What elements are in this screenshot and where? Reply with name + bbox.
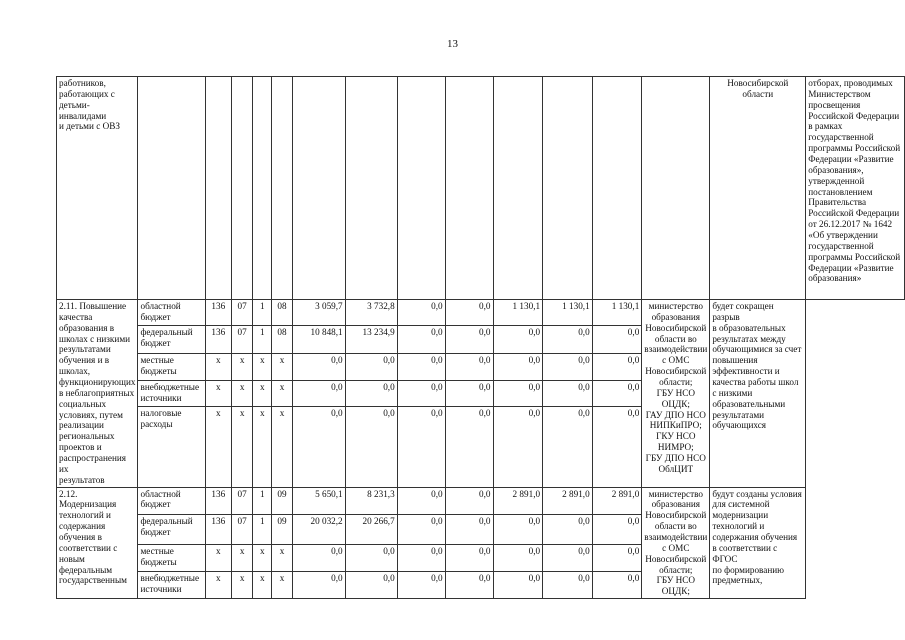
table-row — [57, 487, 905, 514]
amount-cell: 0,0 — [543, 515, 593, 545]
amount-cell: 3 732,8 — [345, 300, 397, 326]
empty-cell — [253, 77, 272, 300]
amount-cell: 0,0 — [445, 515, 493, 545]
amount-cell: 0,0 — [397, 572, 445, 599]
activity-name-cell: 2.11. Повышение качества образования в школах с низкими результатами обучения и в школах, функционирующих в неблагоприятных социальных условиях, путем реализации региональных проектов и распространения их результатов — [57, 300, 138, 488]
amount-cell: 0,0 — [292, 380, 345, 406]
amount-cell: 0,0 — [493, 380, 543, 406]
funding-source-cell: местные бюджеты — [138, 544, 205, 571]
code-item-cell: 08 — [272, 300, 293, 326]
code-grbs-cell: x — [205, 572, 231, 599]
amount-cell: 0,0 — [543, 406, 593, 487]
code-grbs-cell: x — [205, 354, 231, 380]
amount-cell: 0,0 — [592, 406, 642, 487]
amount-cell: 20 266,7 — [345, 515, 397, 545]
amount-cell: 0,0 — [592, 544, 642, 571]
code-item-cell: x — [272, 406, 293, 487]
executor-cell: министерство образования Новосибирской области во взаимодействии с ОМС Новосибирской области; ГБУ НСО ОЦДК; — [642, 487, 710, 599]
amount-cell: 1 130,1 — [493, 300, 543, 326]
amount-cell: 2 891,0 — [493, 487, 543, 514]
amount-cell: 0,0 — [345, 544, 397, 571]
code-item-cell: x — [272, 354, 293, 380]
amount-cell: 0,0 — [493, 354, 543, 380]
amount-cell: 8 231,3 — [345, 487, 397, 514]
empty-cell — [543, 77, 593, 300]
amount-cell: 0,0 — [592, 354, 642, 380]
amount-cell: 0,0 — [397, 487, 445, 514]
code-section-cell: x — [231, 572, 252, 599]
result-cell: отборах, проводимых Министерством просвещения Российской Федерации в рамках государственной программы Российской Федерации «Развитие образования», утвержденной постановлением Правительства Российской Федерации от 26.12.2017 № 1642 «Об утверждении государственной программы Российской Федерации «Развитие образования» — [806, 77, 905, 300]
result-cell: будет сокращен разрыв в образовательных результатах между обучающимися за счет повышения эффективности и качества работы школ с низкими образовательными результатами обучающихся — [710, 300, 806, 488]
code-item-cell: x — [272, 380, 293, 406]
code-grbs-cell: 136 — [205, 300, 231, 326]
code-program-cell: x — [253, 354, 272, 380]
amount-cell: 2 891,0 — [592, 487, 642, 514]
empty-cell — [205, 77, 231, 300]
funding-source-cell: налоговые расходы — [138, 406, 205, 487]
code-program-cell: x — [253, 572, 272, 599]
amount-cell: 0,0 — [445, 354, 493, 380]
code-item-cell: x — [272, 544, 293, 571]
executor-cell: министерство образования Новосибирской области во взаимодействии с ОМС Новосибирской области; ГБУ НСО ОЦДК; ГАУ ДПО НСО НИПКиПРО; ГКУ НСО НИМРО; ГБУ ДПО НСО ОблЦИТ — [642, 300, 710, 488]
table-row-continuation — [57, 77, 905, 300]
amount-cell: 0,0 — [592, 380, 642, 406]
code-section-cell: 07 — [231, 326, 252, 354]
amount-cell: 0,0 — [493, 515, 543, 545]
code-grbs-cell: 136 — [205, 515, 231, 545]
code-section-cell: 07 — [231, 487, 252, 514]
amount-cell: 0,0 — [493, 326, 543, 354]
code-item-cell: 09 — [272, 487, 293, 514]
code-section-cell: 07 — [231, 300, 252, 326]
funding-source-cell: внебюджетные источники — [138, 380, 205, 406]
table-row — [57, 300, 905, 326]
amount-cell: 0,0 — [445, 326, 493, 354]
amount-cell: 0,0 — [397, 406, 445, 487]
empty-cell — [592, 77, 642, 300]
empty-cell — [292, 77, 345, 300]
code-section-cell: x — [231, 380, 252, 406]
amount-cell: 0,0 — [397, 380, 445, 406]
amount-cell: 0,0 — [345, 572, 397, 599]
amount-cell: 0,0 — [292, 406, 345, 487]
empty-cell — [642, 77, 710, 300]
activity-name-cell: работников, работающих с детьми-инвалидами и детьми с ОВЗ — [57, 77, 138, 300]
code-program-cell: 1 — [253, 300, 272, 326]
amount-cell: 0,0 — [292, 572, 345, 599]
program-table — [56, 76, 905, 599]
funding-source-cell: местные бюджеты — [138, 354, 205, 380]
amount-cell: 0,0 — [292, 354, 345, 380]
amount-cell: 0,0 — [592, 515, 642, 545]
amount-cell: 0,0 — [445, 406, 493, 487]
amount-cell: 10 848,1 — [292, 326, 345, 354]
amount-cell: 0,0 — [592, 572, 642, 599]
code-section-cell: 07 — [231, 515, 252, 545]
code-section-cell: x — [231, 406, 252, 487]
amount-cell: 0,0 — [445, 300, 493, 326]
funding-source-cell: областной бюджет — [138, 487, 205, 514]
amount-cell: 0,0 — [397, 300, 445, 326]
code-program-cell: x — [253, 544, 272, 571]
amount-cell: 0,0 — [345, 406, 397, 487]
code-item-cell: 09 — [272, 515, 293, 545]
funding-source-cell: областной бюджет — [138, 300, 205, 326]
amount-cell: 0,0 — [397, 326, 445, 354]
empty-cell — [138, 77, 205, 300]
amount-cell: 0,0 — [445, 544, 493, 571]
amount-cell: 1 130,1 — [592, 300, 642, 326]
code-program-cell: 1 — [253, 326, 272, 354]
code-section-cell: x — [231, 544, 252, 571]
empty-cell — [493, 77, 543, 300]
amount-cell: 0,0 — [543, 544, 593, 571]
amount-cell: 20 032,2 — [292, 515, 345, 545]
amount-cell: 0,0 — [493, 406, 543, 487]
funding-source-cell: федеральный бюджет — [138, 515, 205, 545]
amount-cell: 0,0 — [292, 544, 345, 571]
code-grbs-cell: x — [205, 380, 231, 406]
amount-cell: 0,0 — [543, 354, 593, 380]
empty-cell — [272, 77, 293, 300]
code-program-cell: 1 — [253, 487, 272, 514]
code-grbs-cell: 136 — [205, 487, 231, 514]
code-program-cell: 1 — [253, 515, 272, 545]
empty-cell — [345, 77, 397, 300]
amount-cell: 5 650,1 — [292, 487, 345, 514]
amount-cell: 0,0 — [445, 487, 493, 514]
result-cell: будут созданы условия для системной модернизации технологий и содержания обучения в соответствии с ФГОС по формированию предметных, — [710, 487, 806, 599]
executor-cell: Новосибирской области — [710, 77, 806, 300]
funding-source-cell: внебюджетные источники — [138, 572, 205, 599]
empty-cell — [231, 77, 252, 300]
amount-cell: 0,0 — [397, 515, 445, 545]
amount-cell: 0,0 — [345, 380, 397, 406]
amount-cell: 0,0 — [592, 326, 642, 354]
amount-cell: 1 130,1 — [543, 300, 593, 326]
empty-cell — [397, 77, 445, 300]
amount-cell: 0,0 — [493, 544, 543, 571]
amount-cell: 0,0 — [543, 326, 593, 354]
amount-cell: 0,0 — [543, 572, 593, 599]
amount-cell: 0,0 — [345, 354, 397, 380]
code-grbs-cell: x — [205, 406, 231, 487]
code-grbs-cell: x — [205, 544, 231, 571]
code-program-cell: x — [253, 380, 272, 406]
amount-cell: 0,0 — [543, 380, 593, 406]
code-item-cell: 08 — [272, 326, 293, 354]
code-item-cell: x — [272, 572, 293, 599]
amount-cell: 0,0 — [397, 544, 445, 571]
amount-cell: 2 891,0 — [543, 487, 593, 514]
amount-cell: 3 059,7 — [292, 300, 345, 326]
code-section-cell: x — [231, 354, 252, 380]
page-number: 13 — [447, 38, 458, 50]
amount-cell: 0,0 — [445, 380, 493, 406]
amount-cell: 0,0 — [397, 354, 445, 380]
amount-cell: 13 234,9 — [345, 326, 397, 354]
amount-cell: 0,0 — [445, 572, 493, 599]
funding-source-cell: федеральный бюджет — [138, 326, 205, 354]
code-program-cell: x — [253, 406, 272, 487]
empty-cell — [445, 77, 493, 300]
activity-name-cell: 2.12. Модернизация технологий и содержания обучения в соответствии с новым федеральным государственным — [57, 487, 138, 599]
amount-cell: 0,0 — [493, 572, 543, 599]
code-grbs-cell: 136 — [205, 326, 231, 354]
